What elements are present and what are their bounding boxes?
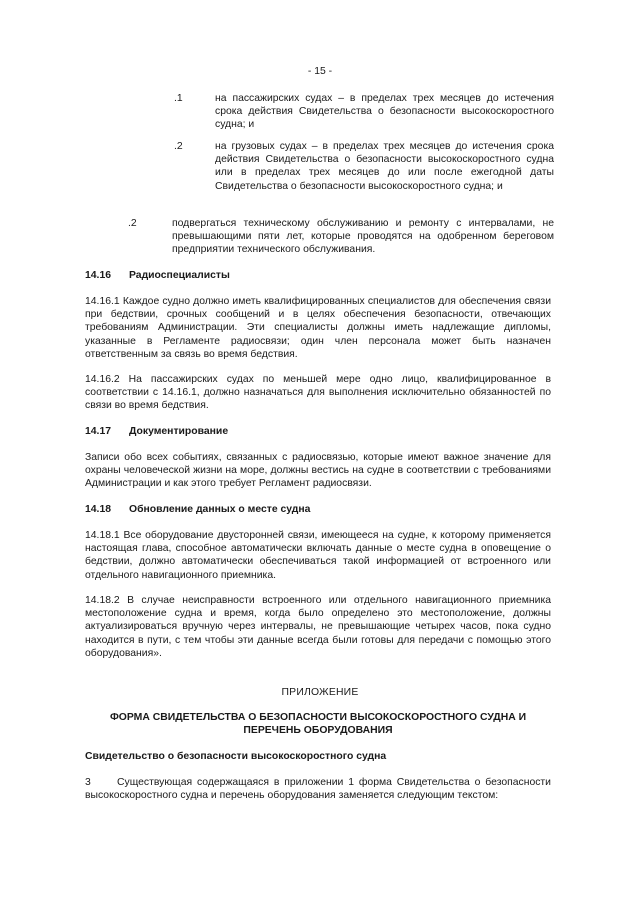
section-heading-14-17: [85, 425, 228, 438]
appendix-subheading: Свидетельство о безопасности высокоскоростного судна: [85, 751, 387, 762]
section-number: 14.16: [85, 270, 112, 281]
list-item-2: [128, 217, 554, 257]
section-title: Документирование: [129, 426, 229, 437]
form-title: [85, 711, 551, 737]
form-title-line-1: ФОРМА СВИДЕТЕЛЬСТВА О БЕЗОПАСНОСТИ ВЫСОКОСКОРОСТНОГО СУДНА И: [109, 712, 527, 723]
paragraph-number: 3: [85, 777, 91, 788]
paragraph-14-16-2: 14.16.2 На пассажирских судах по меньшей мере одно лицо, квалифицированное в соответствии с 14.16.1, должно назначаться для выполнения исключительно обязанностей по связи во время бедствия.: [85, 374, 551, 412]
paragraph-14-17: Записи обо всех событиях, связанных с радиосвязью, которые имеют важное значение для охраны человеческой жизни на море, должны вестись на судне в соответствии с требованиями Администрации и как этого требует Регламент радиосвязи.: [85, 452, 551, 490]
paragraph-14-16-1: 14.16.1 Каждое судно должно иметь квалифицированных специалистов для обеспечения связи при бедствии, срочных сообщений и в целях обеспечения безопасности, отвечающих требованиям Администрации. Эти специалисты должны иметь надлежащие дипломы, указанные в Регламенте радиосвязи; один член персонала может быть назначен ответственным за связь во время бедствия.: [85, 296, 551, 360]
page-number: - 15 -: [307, 66, 333, 77]
paragraph-14-18-2: 14.18.2 В случае неисправности встроенного или отдельного навигационного приемника местоположение судна и время, когда было определено это местоположение, должны актуализироваться вручную через интервалы, не превышающие четырех часов, пока судно находится в пути, с тем чтобы эти данные всегда были готовы для передачи с помощью этого оборудования».: [85, 595, 551, 659]
list-item-number: .2: [128, 218, 137, 229]
paragraph-14-18-1: 14.18.1 Все оборудование двусторонней связи, имеющееся на судне, к которому применяется настоящая глава, способное автоматически включать данные о месте судна в оповещение о бедствии, должно автоматически обеспечиваться такой информацией от встроенного или отдельного навигационного приемника.: [85, 530, 551, 581]
appendix-paragraph-3: [85, 776, 551, 802]
section-heading-14-18: [85, 503, 310, 516]
list-item-number: .1: [174, 93, 183, 104]
list-item-text: на пассажирских судах – в пределах трех месяцев до истечения срока действия Свидетельства о безопасности высокоскоростного судна; и: [215, 93, 554, 131]
list-item-number: .2: [174, 141, 183, 152]
appendix-title: ПРИЛОЖЕНИЕ: [281, 687, 359, 698]
section-number: 14.17: [85, 426, 112, 437]
list-item-sub2: [174, 140, 554, 206]
section-title: Радиоспециалисты: [129, 270, 230, 281]
section-heading-14-16: [85, 269, 230, 282]
paragraph-text: Существующая содержащаяся в приложении 1 форма Свидетельства о безопасности высокоскоростного судна и перечень оборудования заменяется следующим текстом:: [85, 777, 551, 802]
section-title: Обновление данных о месте судна: [129, 504, 311, 515]
form-title-line-2: ПЕРЕЧЕНЬ ОБОРУДОВАНИЯ: [243, 725, 393, 736]
section-number: 14.18: [85, 504, 112, 515]
list-item-sub1: [174, 92, 554, 132]
list-item-text: подвергаться техническому обслуживанию и ремонту с интервалами, не превышающими пяти лет, которые проводятся на одобренном береговом предприятии технического обслуживания.: [172, 218, 554, 256]
list-item-text: на грузовых судах – в пределах трех месяцев до истечения срока действия Свидетельства о безопасности высокоскоростного судна или в пределах трех месяцев до или после ежегодной даты Свидетельства о безопасности высокоскоростного судна; и: [215, 141, 554, 192]
